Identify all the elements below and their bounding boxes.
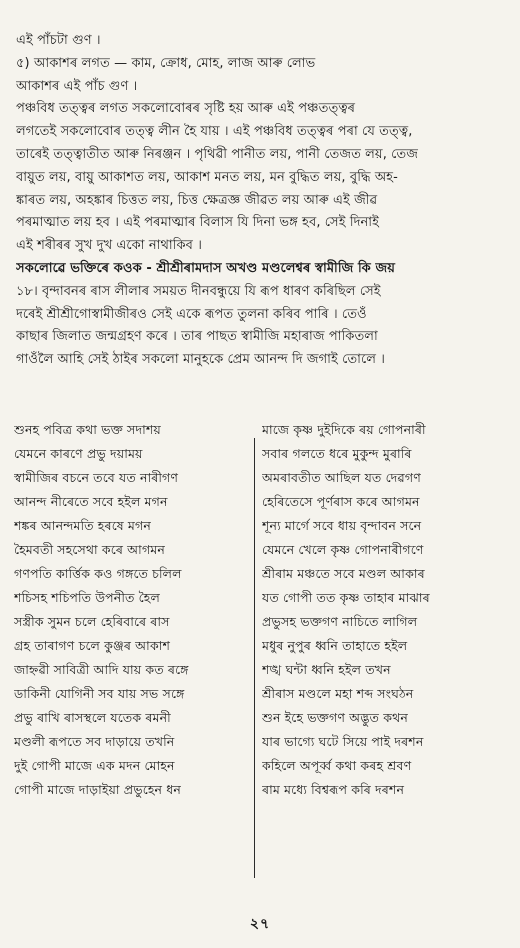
verse-line: শ্ৰীৰাস মণ্ডলে মহা শব্দ সংঘঠন: [262, 686, 414, 701]
verse-line: সবাৰ গলতে ধৰে মুকুন্দ মুৰাৰি: [262, 446, 412, 461]
prose-line: দৰেই শ্ৰীশ্ৰীগোস্বামীজীৰও সেই একে ৰূপত তুলনা কৰিব পাৰি । তেওঁ: [16, 306, 367, 322]
verse-line: যত গোপী তত কৃষ্ণ তাহাৰ মাঝাৰ: [262, 590, 430, 605]
prose-line-heading: সকলোৱে ভক্তিৰে কওক - শ্ৰীশ্ৰীৰামদাস অখণ্ড মণ্ডলেশ্বৰ স্বামীজি কি জয়: [16, 260, 395, 276]
prose-line: আকাশৰ এই পাঁচ গুণ ।: [16, 78, 138, 94]
verse-line: হৈমবতী সহসেথা কৰে আগমন: [14, 542, 166, 557]
verse-line: গ্ৰহ তাৰাগণ চলে কুঞ্জৰ আকাশ: [14, 638, 171, 653]
verse-line: ডাকিনী যোগিনী সব যায় সভ সঙ্গে: [14, 686, 185, 701]
prose-line: গাওঁলৈ আহি সেই ঠাইৰ সকলো মানুহকে প্ৰেম আনন্দ দি জগাই তোলে ।: [16, 352, 385, 368]
prose-line: কাছাৰ জিলাত জন্মগ্ৰহণ কৰে । তাৰ পাছত স্বামীজি মহাৰাজ পাকিতলা: [16, 329, 378, 345]
verse-line: মণ্ডলী ৰূপতে সব দাড়ায়ে তখনি: [14, 734, 175, 749]
page-number: ২৭: [249, 916, 271, 932]
verse-line: শ্ৰীৰাম মঞ্চতে সবে মণ্ডল আকাৰ: [262, 566, 425, 581]
prose-line: ঙ্কাৰত লয়, অহঙ্কাৰ চিত্তত লয়, চিত্ত ক্ষেত্ৰজ্ঞ জীৱত লয় আৰু এই জীৱ: [16, 192, 378, 208]
verse-line: যাৰ ভাগ্যে ঘটে সিয়ে পাই দৰশন: [262, 734, 424, 749]
verse-line: ৰাম মধ্যে বিশ্বৰূপ কৰি দৰশন: [262, 782, 405, 797]
verse-line: যেমনে কাৰণে প্ৰভু দয়াময়: [14, 446, 143, 461]
prose-line: ৫) আকাশৰ লগত — কাম, ক্ৰোধ, মোহ, লাজ আৰু লোভ: [16, 55, 316, 71]
verse-line: আনন্দ নীৰেতে সবে হইল মগন: [14, 494, 168, 509]
prose-line: এই শৰীৰৰ সুখ দুখ একো নাথাকিব ।: [16, 238, 203, 254]
prose-line: ১৮। বৃন্দাবনৰ ৰাস লীলাৰ সময়ত দীনবন্ধুয়ে যি ৰূপ ধাৰণ কৰিছিল সেই: [16, 283, 381, 299]
verse-line: স্বামীজিৰ বচনে তবে যত নাৰীগণ: [14, 470, 179, 485]
verse-line: গণপতি কাৰ্ত্তিক কও গঙ্গতে চলিল: [14, 566, 182, 581]
verse-line: মধুৰ নুপুৰ ধ্বনি তাহাতে হইল: [262, 638, 408, 653]
verse-line: অমৰাবতীত আছিল যত দেৱগণ: [262, 470, 421, 485]
verse-line: শুনহ পবিত্ৰ কথা ভক্ত সদাশয়: [14, 422, 161, 437]
prose-block: [16, 30, 510, 372]
verse-line: প্ৰভু ৰাখি ৰাসস্থলে যতেক ৰমনী: [14, 710, 171, 725]
prose-line: এই পাঁচটা গুণ ।: [16, 33, 101, 48]
prose-line: পৰমাত্মাত লয় হব । এই পৰমাত্মাৰ বিলাস যি দিনা ভঙ্গ হব, সেই দিনাই: [16, 215, 379, 231]
verse-line: হেৰিতেসে পূৰ্ণৰাস কৰে আগমন: [262, 494, 420, 509]
verse-line: জাহ্নৱী সাবিত্ৰী আদি যায় কত ৰঙ্গে: [14, 662, 189, 677]
verse-column-left: [14, 418, 250, 802]
column-divider: [254, 438, 255, 878]
verse-line: গোপী মাজে দাড়াইয়া প্ৰভুহেন ধন: [14, 782, 182, 797]
verse-line: প্ৰভুসহ ভক্তগণ নাচিতে লাগিল: [262, 614, 418, 629]
verse-line: সস্ত্ৰীক সুমন চলে হেৰিবাৰে ৰাস: [14, 614, 170, 629]
verse-line: শুন ইহে ভক্তগণ অদ্ভুত কথন: [262, 710, 408, 725]
verse-line: শঙ্কৰ আনন্দমতি হৰষে মগন: [14, 518, 151, 533]
prose-line: বায়ুত লয়, বায়ু আকাশত লয়, আকাশ মনত লয়, মন বুদ্ধিত লয়, বুদ্ধি অহ-: [16, 169, 398, 185]
verse-line: যেমনে খেলে কৃষ্ণ গোপনাৰীগণে: [262, 542, 424, 557]
verse-line: দুই গোপী মাজে এক মদন মোহন: [14, 758, 175, 773]
verse-column-right: [262, 418, 498, 802]
prose-line: লগতেই সকলোবোৰ তত্ত্ব লীন হৈ যায় । এই পঞ্চবিধ তত্ত্বৰ পৰা যে তত্ত্ব,: [16, 124, 413, 140]
verse-line: শচিসহ শচিপতি উপনীত হৈল: [14, 590, 160, 605]
prose-line: তাৰেই তত্ত্বাতীত আৰু নিৰঞ্জন । পৃথিৱী পানীত লয়, পানী তেজত লয়, তেজ: [16, 146, 419, 162]
verse-columns: [14, 418, 510, 898]
prose-line: পঞ্চবিধ তত্ত্বৰ লগত সকলোবোৰৰ সৃষ্টি হয় আৰু এই পঞ্চতত্ত্বৰ: [16, 101, 356, 117]
verse-line: শঙ্খ ঘন্টা ধ্বনি হইল তখন: [262, 662, 391, 677]
verse-line: শূন্য মাৰ্গে সবে ধায় বৃন্দাবন সনে: [262, 518, 422, 533]
verse-line: মাজে কৃষ্ণ দুইদিকে ৰয় গোপনাৰী: [262, 422, 426, 437]
verse-line: কহিলে অপূৰ্ব্ব কথা কৰহ শ্ৰবণ: [262, 758, 412, 773]
